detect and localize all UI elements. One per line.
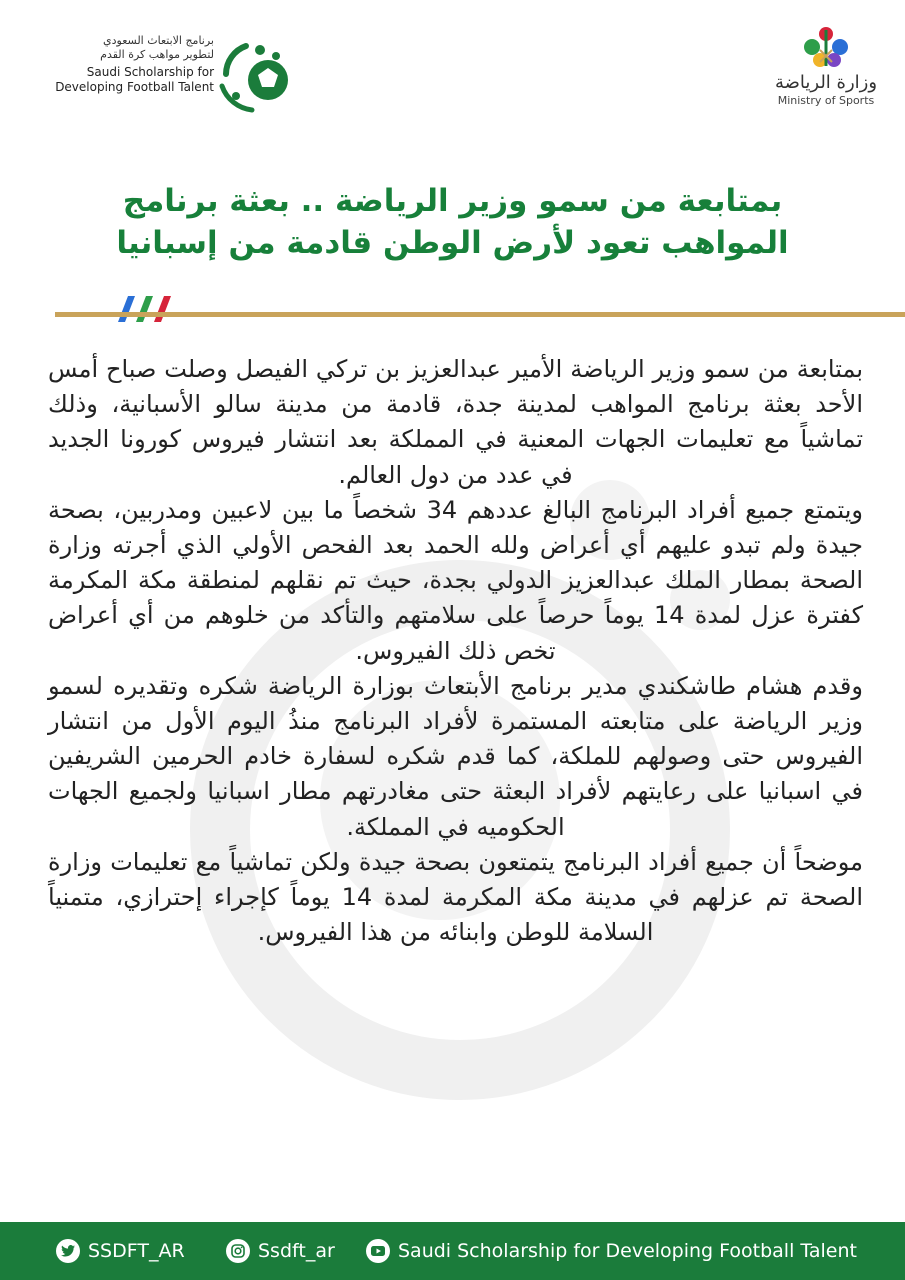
headline-line-1: بمتابعة من سمو وزير الرياضة .. بعثة برنامج bbox=[122, 183, 783, 219]
twitter-handle-text: SSDFT_AR bbox=[88, 1240, 185, 1262]
ssdft-arabic-line-2: لتطوير مواهب كرة القدم bbox=[100, 48, 214, 61]
instagram-handle[interactable] bbox=[226, 1222, 335, 1280]
gold-divider bbox=[55, 312, 905, 317]
youtube-icon bbox=[366, 1239, 390, 1263]
article-paragraph: وقدم هشام طاشكندي مدير برنامج الأبتعاث بوزارة الرياضة شكره وتقديره لسمو وزير الرياضة على متابعته المستمرة لأفراد البرنامج منذُ اليوم الأول من انتشار الفيروس حتى وصولهم للملكة، كما قدم شكره لسفارة خادم الحرمين الشريفين في اسبانيا على رعايتهم لأفراد البعثة حتى مغادرتهم مطار اسبانيا ولجميع الجهات الحكوميه في المملكة. bbox=[48, 671, 863, 841]
twitter-icon bbox=[56, 1239, 80, 1263]
instagram-handle-text: Ssdft_ar bbox=[258, 1240, 335, 1262]
youtube-channel[interactable] bbox=[366, 1222, 857, 1280]
instagram-icon bbox=[226, 1239, 250, 1263]
football-logo-icon bbox=[216, 34, 296, 114]
headline bbox=[40, 180, 865, 264]
ministry-logo bbox=[771, 22, 881, 122]
ssdft-logo-text bbox=[28, 34, 214, 95]
twitter-handle[interactable] bbox=[56, 1222, 185, 1280]
article-body bbox=[48, 352, 863, 950]
ssdft-english-line-1: Saudi Scholarship for bbox=[86, 65, 214, 79]
header bbox=[0, 0, 905, 150]
ssdft-logo bbox=[28, 34, 288, 114]
color-stripes-icon bbox=[118, 296, 174, 322]
article-paragraph: ويتمتع جميع أفراد البرنامج البالغ عددهم 34 شخصاً ما بين لاعبين ومدربين، بصحة جيدة ولم تبدو عليهم أي أعراض ولله الحمد بعد الفحص الأولي الذي أجرته وزارة الصحة بمطار الملك عبدالعزيز الدولي بجدة، حيث تم نقلهم لمنطقة مكة المكرمة كفترة عزل لمدة 14 يوماً حرصاً على سلامتهم والتأكد من خلوهم من أي أعراض تخص ذلك الفيروس. bbox=[48, 495, 864, 665]
footer bbox=[0, 1222, 905, 1280]
ministry-name-english: Ministry of Sports bbox=[777, 94, 875, 107]
ministry-name-arabic: وزارة الرياضة bbox=[774, 72, 878, 93]
headline-line-2: المواهب تعود لأرض الوطن قادمة من إسبانيا bbox=[116, 225, 789, 261]
ssdft-arabic-line-1: برنامج الابتعاث السعودي bbox=[103, 34, 214, 47]
youtube-channel-text: Saudi Scholarship for Developing Football Talent bbox=[398, 1240, 857, 1262]
ministry-emblem-icon bbox=[796, 22, 856, 72]
article-paragraph: موضحاً أن جميع أفراد البرنامج يتمتعون بصحة جيدة ولكن تماشياً مع تعليمات وزارة الصحة تم عزلهم في مدينة مكة المكرمة لمدة 14 يوماً كإجراء إحترازي، متمنياً السلامة للوطن وابنائه من هذا الفيروس. bbox=[48, 847, 863, 947]
article-paragraph: بمتابعة من سمو وزير الرياضة الأمير عبدالعزيز بن تركي الفيصل وصلت صباح أمس الأحد بعثة برنامج المواهب لمدينة جدة، قادمة من مدينة سالو الأسبانية، وذلك تماشياً مع تعليمات الجهات المعنية في المملكة بعد انتشار فيروس كورونا الجديد في عدد من دول العالم. bbox=[48, 355, 863, 489]
ssdft-english-line-2: Developing Football Talent bbox=[55, 80, 214, 94]
